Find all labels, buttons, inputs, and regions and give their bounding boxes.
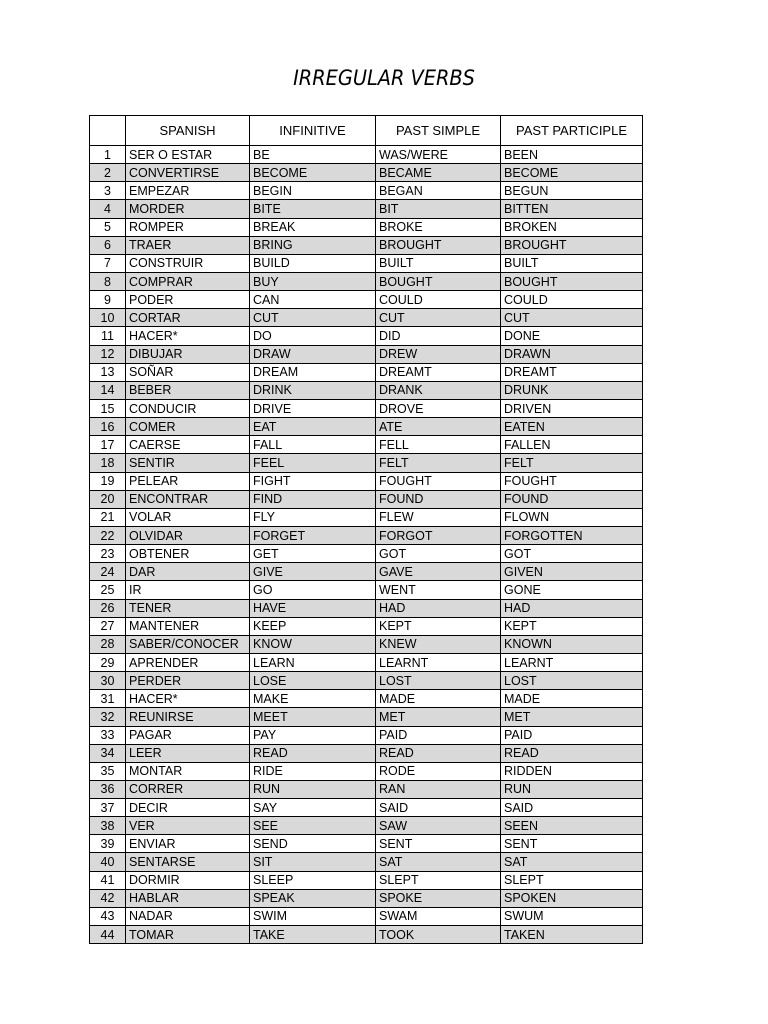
past-simple-cell: KEPT	[376, 617, 501, 635]
infinitive-cell: BUY	[250, 272, 376, 290]
past-participle-cell: DRAWN	[501, 345, 643, 363]
past-participle-cell: FLOWN	[501, 508, 643, 526]
past-participle-cell: GONE	[501, 581, 643, 599]
infinitive-cell: BUILD	[250, 254, 376, 272]
spanish-cell: EMPEZAR	[126, 182, 250, 200]
infinitive-cell: BITE	[250, 200, 376, 218]
row-number: 15	[90, 399, 126, 417]
spanish-cell: REUNIRSE	[126, 708, 250, 726]
spanish-cell: OLVIDAR	[126, 526, 250, 544]
spanish-cell: OBTENER	[126, 545, 250, 563]
infinitive-cell: BRING	[250, 236, 376, 254]
spanish-cell: PAGAR	[126, 726, 250, 744]
past-simple-cell: WAS/WERE	[376, 146, 501, 164]
header-spanish: SPANISH	[126, 116, 250, 146]
past-participle-cell: PAID	[501, 726, 643, 744]
spanish-cell: VER	[126, 817, 250, 835]
spanish-cell: SENTIR	[126, 454, 250, 472]
row-number: 23	[90, 545, 126, 563]
past-participle-cell: SAT	[501, 853, 643, 871]
infinitive-cell: FEEL	[250, 454, 376, 472]
past-simple-cell: CUT	[376, 309, 501, 327]
spanish-cell: SER O ESTAR	[126, 146, 250, 164]
row-number: 35	[90, 762, 126, 780]
spanish-cell: ROMPER	[126, 218, 250, 236]
past-participle-cell: LOST	[501, 672, 643, 690]
spanish-cell: LEER	[126, 744, 250, 762]
row-number: 26	[90, 599, 126, 617]
table-row	[90, 254, 643, 272]
row-number: 13	[90, 363, 126, 381]
table-row	[90, 472, 643, 490]
row-number: 44	[90, 926, 126, 944]
past-simple-cell: BOUGHT	[376, 272, 501, 290]
past-simple-cell: FOUND	[376, 490, 501, 508]
past-participle-cell: KEPT	[501, 617, 643, 635]
row-number: 33	[90, 726, 126, 744]
table-row	[90, 708, 643, 726]
row-number: 5	[90, 218, 126, 236]
table-row	[90, 454, 643, 472]
row-number: 19	[90, 472, 126, 490]
infinitive-cell: DO	[250, 327, 376, 345]
infinitive-cell: GET	[250, 545, 376, 563]
spanish-cell: TENER	[126, 599, 250, 617]
past-participle-cell: BEEN	[501, 146, 643, 164]
past-participle-cell: BECOME	[501, 164, 643, 182]
past-simple-cell: PAID	[376, 726, 501, 744]
spanish-cell: DIBUJAR	[126, 345, 250, 363]
infinitive-cell: LEARN	[250, 653, 376, 671]
past-simple-cell: BECAME	[376, 164, 501, 182]
infinitive-cell: LOSE	[250, 672, 376, 690]
spanish-cell: PODER	[126, 291, 250, 309]
row-number: 1	[90, 146, 126, 164]
spanish-cell: CAERSE	[126, 436, 250, 454]
spanish-cell: BEBER	[126, 381, 250, 399]
infinitive-cell: CUT	[250, 309, 376, 327]
spanish-cell: APRENDER	[126, 653, 250, 671]
spanish-cell: CONDUCIR	[126, 399, 250, 417]
infinitive-cell: FIGHT	[250, 472, 376, 490]
row-number: 43	[90, 907, 126, 925]
table-row	[90, 617, 643, 635]
spanish-cell: CORTAR	[126, 309, 250, 327]
infinitive-cell: HAVE	[250, 599, 376, 617]
past-simple-cell: BROKE	[376, 218, 501, 236]
past-simple-cell: LOST	[376, 672, 501, 690]
row-number: 11	[90, 327, 126, 345]
past-simple-cell: WENT	[376, 581, 501, 599]
table-row	[90, 926, 643, 944]
past-participle-cell: DRIVEN	[501, 399, 643, 417]
row-number: 10	[90, 309, 126, 327]
past-participle-cell: SENT	[501, 835, 643, 853]
row-number: 3	[90, 182, 126, 200]
spanish-cell: PERDER	[126, 672, 250, 690]
past-simple-cell: DRANK	[376, 381, 501, 399]
past-participle-cell: MADE	[501, 690, 643, 708]
infinitive-cell: GIVE	[250, 563, 376, 581]
past-participle-cell: FELT	[501, 454, 643, 472]
table-row	[90, 291, 643, 309]
past-participle-cell: SEEN	[501, 817, 643, 835]
past-participle-cell: FOUND	[501, 490, 643, 508]
row-number: 12	[90, 345, 126, 363]
past-simple-cell: MET	[376, 708, 501, 726]
past-simple-cell: SAT	[376, 853, 501, 871]
table-row	[90, 327, 643, 345]
table-row	[90, 744, 643, 762]
past-simple-cell: READ	[376, 744, 501, 762]
past-simple-cell: FOUGHT	[376, 472, 501, 490]
past-participle-cell: BOUGHT	[501, 272, 643, 290]
infinitive-cell: DRAW	[250, 345, 376, 363]
past-simple-cell: BUILT	[376, 254, 501, 272]
past-simple-cell: SPOKE	[376, 889, 501, 907]
row-number: 14	[90, 381, 126, 399]
past-participle-cell: DONE	[501, 327, 643, 345]
row-number: 9	[90, 291, 126, 309]
past-simple-cell: BEGAN	[376, 182, 501, 200]
table-row	[90, 418, 643, 436]
row-number: 7	[90, 254, 126, 272]
table-row	[90, 236, 643, 254]
row-number: 36	[90, 780, 126, 798]
table-row	[90, 889, 643, 907]
row-number: 8	[90, 272, 126, 290]
past-participle-cell: GIVEN	[501, 563, 643, 581]
past-participle-cell: BROUGHT	[501, 236, 643, 254]
past-participle-cell: SWUM	[501, 907, 643, 925]
spanish-cell: DORMIR	[126, 871, 250, 889]
past-participle-cell: HAD	[501, 599, 643, 617]
past-simple-cell: HAD	[376, 599, 501, 617]
infinitive-cell: BECOME	[250, 164, 376, 182]
past-simple-cell: RAN	[376, 780, 501, 798]
table-row	[90, 381, 643, 399]
table-row	[90, 726, 643, 744]
row-number: 39	[90, 835, 126, 853]
table-row	[90, 907, 643, 925]
infinitive-cell: SEND	[250, 835, 376, 853]
past-participle-cell: FALLEN	[501, 436, 643, 454]
table-row	[90, 309, 643, 327]
spanish-cell: PELEAR	[126, 472, 250, 490]
table-row	[90, 563, 643, 581]
table-row	[90, 581, 643, 599]
past-simple-cell: SAID	[376, 799, 501, 817]
infinitive-cell: RUN	[250, 780, 376, 798]
spanish-cell: MANTENER	[126, 617, 250, 635]
spanish-cell: ENVIAR	[126, 835, 250, 853]
past-simple-cell: MADE	[376, 690, 501, 708]
spanish-cell: MORDER	[126, 200, 250, 218]
infinitive-cell: DRIVE	[250, 399, 376, 417]
past-participle-cell: SPOKEN	[501, 889, 643, 907]
spanish-cell: TOMAR	[126, 926, 250, 944]
infinitive-cell: RIDE	[250, 762, 376, 780]
past-simple-cell: FELT	[376, 454, 501, 472]
table-row	[90, 871, 643, 889]
infinitive-cell: FIND	[250, 490, 376, 508]
row-number: 2	[90, 164, 126, 182]
past-participle-cell: SLEPT	[501, 871, 643, 889]
past-participle-cell: BITTEN	[501, 200, 643, 218]
row-number: 31	[90, 690, 126, 708]
past-simple-cell: KNEW	[376, 635, 501, 653]
row-number: 32	[90, 708, 126, 726]
spanish-cell: IR	[126, 581, 250, 599]
infinitive-cell: TAKE	[250, 926, 376, 944]
past-simple-cell: TOOK	[376, 926, 501, 944]
past-participle-cell: RIDDEN	[501, 762, 643, 780]
past-simple-cell: FELL	[376, 436, 501, 454]
past-simple-cell: SENT	[376, 835, 501, 853]
past-participle-cell: DRUNK	[501, 381, 643, 399]
infinitive-cell: READ	[250, 744, 376, 762]
table-row	[90, 780, 643, 798]
spanish-cell: TRAER	[126, 236, 250, 254]
past-participle-cell: BEGUN	[501, 182, 643, 200]
past-simple-cell: SAW	[376, 817, 501, 835]
past-participle-cell: RUN	[501, 780, 643, 798]
past-participle-cell: BUILT	[501, 254, 643, 272]
past-simple-cell: FORGOT	[376, 526, 501, 544]
spanish-cell: CONVERTIRSE	[126, 164, 250, 182]
infinitive-cell: SPEAK	[250, 889, 376, 907]
infinitive-cell: GO	[250, 581, 376, 599]
infinitive-cell: PAY	[250, 726, 376, 744]
row-number: 16	[90, 418, 126, 436]
table-row	[90, 345, 643, 363]
table-row	[90, 672, 643, 690]
past-simple-cell: GAVE	[376, 563, 501, 581]
past-participle-cell: EATEN	[501, 418, 643, 436]
infinitive-cell: DREAM	[250, 363, 376, 381]
row-number: 27	[90, 617, 126, 635]
row-number: 6	[90, 236, 126, 254]
spanish-cell: ENCONTRAR	[126, 490, 250, 508]
past-simple-cell: SWAM	[376, 907, 501, 925]
row-number: 30	[90, 672, 126, 690]
past-simple-cell: DROVE	[376, 399, 501, 417]
infinitive-cell: DRINK	[250, 381, 376, 399]
table-row	[90, 508, 643, 526]
spanish-cell: HACER*	[126, 690, 250, 708]
spanish-cell: CONSTRUIR	[126, 254, 250, 272]
row-number: 18	[90, 454, 126, 472]
past-simple-cell: BROUGHT	[376, 236, 501, 254]
spanish-cell: CORRER	[126, 780, 250, 798]
past-simple-cell: DID	[376, 327, 501, 345]
infinitive-cell: BEGIN	[250, 182, 376, 200]
spanish-cell: DAR	[126, 563, 250, 581]
infinitive-cell: SIT	[250, 853, 376, 871]
past-simple-cell: DREAMT	[376, 363, 501, 381]
table-row	[90, 363, 643, 381]
table-header-row	[90, 116, 643, 146]
row-number: 38	[90, 817, 126, 835]
past-participle-cell: FOUGHT	[501, 472, 643, 490]
row-number: 28	[90, 635, 126, 653]
infinitive-cell: FALL	[250, 436, 376, 454]
past-participle-cell: FORGOTTEN	[501, 526, 643, 544]
past-participle-cell: TAKEN	[501, 926, 643, 944]
row-number: 37	[90, 799, 126, 817]
past-participle-cell: BROKEN	[501, 218, 643, 236]
table-body	[90, 146, 643, 944]
spanish-cell: HACER*	[126, 327, 250, 345]
table-row	[90, 218, 643, 236]
past-simple-cell: SLEPT	[376, 871, 501, 889]
row-number: 25	[90, 581, 126, 599]
row-number: 22	[90, 526, 126, 544]
infinitive-cell: CAN	[250, 291, 376, 309]
table-row	[90, 799, 643, 817]
table-row	[90, 146, 643, 164]
infinitive-cell: SEE	[250, 817, 376, 835]
table-row	[90, 182, 643, 200]
header-infinitive: INFINITIVE	[250, 116, 376, 146]
row-number: 41	[90, 871, 126, 889]
row-number: 20	[90, 490, 126, 508]
table-row	[90, 164, 643, 182]
past-simple-cell: DREW	[376, 345, 501, 363]
past-participle-cell: READ	[501, 744, 643, 762]
spanish-cell: DECIR	[126, 799, 250, 817]
past-participle-cell: COULD	[501, 291, 643, 309]
infinitive-cell: EAT	[250, 418, 376, 436]
spanish-cell: HABLAR	[126, 889, 250, 907]
spanish-cell: SENTARSE	[126, 853, 250, 871]
table-row	[90, 853, 643, 871]
spanish-cell: NADAR	[126, 907, 250, 925]
infinitive-cell: KNOW	[250, 635, 376, 653]
spanish-cell: VOLAR	[126, 508, 250, 526]
irregular-verbs-table	[89, 115, 643, 944]
table-row	[90, 817, 643, 835]
table-row	[90, 490, 643, 508]
infinitive-cell: FORGET	[250, 526, 376, 544]
past-simple-cell: ATE	[376, 418, 501, 436]
spanish-cell: COMER	[126, 418, 250, 436]
table-row	[90, 526, 643, 544]
row-number: 40	[90, 853, 126, 871]
past-participle-cell: CUT	[501, 309, 643, 327]
header-number	[90, 116, 126, 146]
past-simple-cell: RODE	[376, 762, 501, 780]
spanish-cell: SABER/CONOCER	[126, 635, 250, 653]
page-title: IRREGULAR VERBS	[293, 66, 475, 90]
past-participle-cell: MET	[501, 708, 643, 726]
spanish-cell: COMPRAR	[126, 272, 250, 290]
infinitive-cell: MAKE	[250, 690, 376, 708]
header-past-participle: PAST PARTICIPLE	[501, 116, 643, 146]
past-simple-cell: LEARNT	[376, 653, 501, 671]
infinitive-cell: FLY	[250, 508, 376, 526]
header-past-simple: PAST SIMPLE	[376, 116, 501, 146]
past-participle-cell: KNOWN	[501, 635, 643, 653]
spanish-cell: MONTAR	[126, 762, 250, 780]
table-row	[90, 272, 643, 290]
past-simple-cell: BIT	[376, 200, 501, 218]
table-row	[90, 690, 643, 708]
past-participle-cell: SAID	[501, 799, 643, 817]
infinitive-cell: BE	[250, 146, 376, 164]
row-number: 29	[90, 653, 126, 671]
row-number: 34	[90, 744, 126, 762]
table-row	[90, 762, 643, 780]
infinitive-cell: SLEEP	[250, 871, 376, 889]
infinitive-cell: SAY	[250, 799, 376, 817]
past-participle-cell: GOT	[501, 545, 643, 563]
spanish-cell: SOÑAR	[126, 363, 250, 381]
past-simple-cell: GOT	[376, 545, 501, 563]
table-row	[90, 200, 643, 218]
table-row	[90, 599, 643, 617]
row-number: 42	[90, 889, 126, 907]
past-simple-cell: FLEW	[376, 508, 501, 526]
table-row	[90, 436, 643, 454]
infinitive-cell: SWIM	[250, 907, 376, 925]
row-number: 17	[90, 436, 126, 454]
row-number: 24	[90, 563, 126, 581]
table-row	[90, 635, 643, 653]
row-number: 21	[90, 508, 126, 526]
infinitive-cell: BREAK	[250, 218, 376, 236]
table-row	[90, 545, 643, 563]
table-row	[90, 653, 643, 671]
table-row	[90, 835, 643, 853]
infinitive-cell: KEEP	[250, 617, 376, 635]
past-simple-cell: COULD	[376, 291, 501, 309]
row-number: 4	[90, 200, 126, 218]
past-participle-cell: LEARNT	[501, 653, 643, 671]
infinitive-cell: MEET	[250, 708, 376, 726]
table-row	[90, 399, 643, 417]
past-participle-cell: DREAMT	[501, 363, 643, 381]
